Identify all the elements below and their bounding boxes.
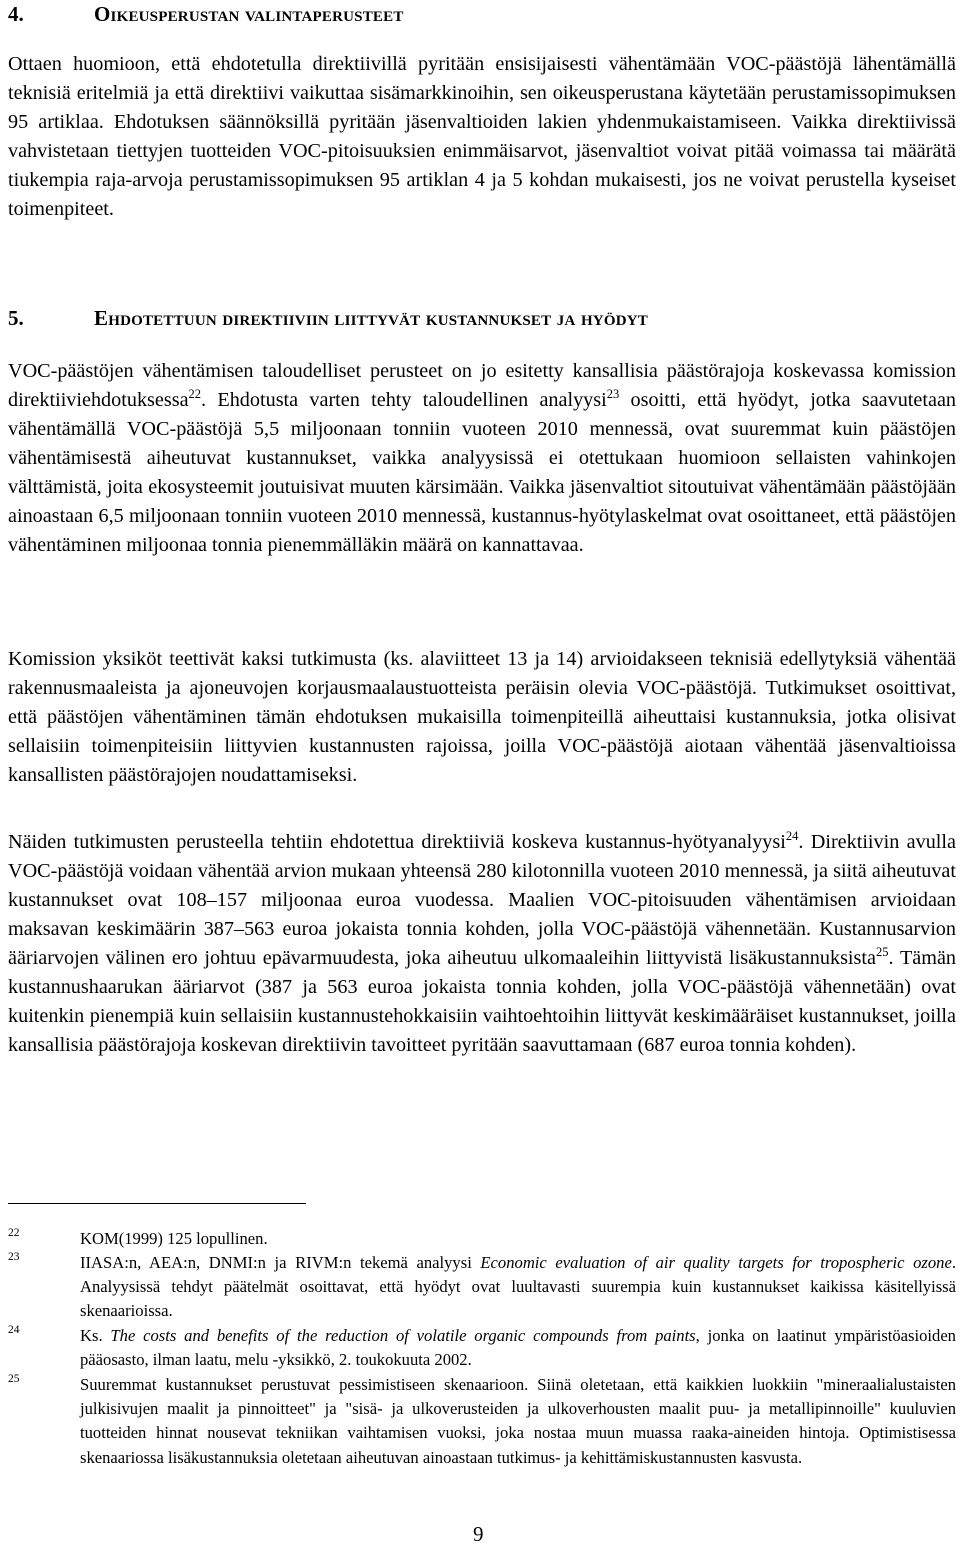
section-5-paragraph-3 [8, 828, 956, 1060]
footnote-23 [8, 1251, 956, 1324]
footnote-ref-23[interactable]: 23 [606, 387, 620, 401]
footnote-text-part: IIASA:n, AEA:n, DNMI:n ja RIVM:n tekemä analyysi [80, 1253, 481, 1272]
section-5-number: 5. [8, 306, 24, 330]
paragraph-text: . Direktiivin avulla VOC-päästöjä voidaan vähentää arvion mukaan yhteensä 280 kilotonnilla vuoteen 2010 mennessä, ja siitä aiheutuvat kustannukset ovat 108–157 miljoonaa euroa vuodessa. Maalien VOC-pitoisuuden vähentämisen arvioidaan maksavan keskimäärin 387–563 euroa jokaista tonnia kohden, jolla VOC-päästöjä vähennetään. Kustannusarvion ääriarvojen välinen ero johtuu epävarmuudesta, joka aiheutuu ulkomaaleihin liittyvistä lisäkustannuksista [8, 831, 956, 969]
section-5-paragraph-1 [8, 357, 956, 560]
footnote-text-part: , jonka on laatinut ympäristöasioiden pääosasto, ilman laatu, melu -yksikkö, 2. toukokuuta 2002. [80, 1326, 956, 1370]
paragraph-text: osoitti, että hyödyt, jotka saavutetaan vähentämällä VOC-päästöjä 5,5 miljoonaan tonniin vuoteen 2010 mennessä, ovat suuremmat kuin päästöjen vähentämisestä aiheutuvat kustannukset, vaikka analyysissä ei otettukaan huomioon sellaisten vahinkojen välttämistä, joita ekosysteemit joutuisivat muuten kärsimään. Vaikka jäsenvaltiot sitoutuivat vähentämään päästöjään ainoastaan 6,5 miljoonaan tonniin vuoteen 2010 mennessä, kustannus-hyötylaskelmat ovat osoittaneet, että päästöjen vähentäminen miljoonaa tonnia pienemmälläkin määrä on kannattavaa. [8, 389, 956, 556]
footnote-ref-22[interactable]: 22 [188, 387, 202, 401]
footnote-separator [8, 1203, 306, 1204]
section-4-number: 4. [8, 2, 24, 26]
footnote-number: 24 [8, 1324, 20, 1336]
footnote-22 [8, 1227, 956, 1251]
footnote-ref-24[interactable]: 24 [785, 829, 799, 843]
footnote-number: 25 [8, 1373, 20, 1385]
footnote-text-part: Ks. [80, 1326, 111, 1345]
paragraph-text: . Ehdotusta varten tehty taloudellinen analyysi [201, 389, 607, 411]
paragraph-text: Näiden tutkimusten perusteella tehtiin ehdotettua direktiiviä koskeva kustannus-hyötyanalyysi [8, 831, 786, 853]
footnote-text: KOM(1999) 125 lopullinen. [80, 1229, 268, 1248]
section-5-title: Ehdotettuun direktiiviin liittyvät kustannukset ja hyödyt [94, 306, 648, 330]
footnote-ref-25[interactable]: 25 [875, 945, 889, 959]
cited-title: Economic evaluation of air quality targets for tropospheric ozone [480, 1253, 952, 1272]
section-4-title: Oikeusperustan valintaperusteet [94, 2, 404, 26]
paragraph-text: VOC-päästöjen vähentämisen taloudelliset perusteet on jo esitetty kansallisia päästörajoja koskevassa komission direktiiviehdotuksessa [8, 360, 956, 411]
cited-title: The costs and benefits of the reduction of volatile organic compounds from paints [110, 1326, 696, 1345]
section-4-heading [8, 2, 404, 27]
section-4-paragraph: Ottaen huomioon, että ehdotetulla direktiivillä pyritään ensisijaisesti vähentämään VOC-päästöjä lähentämällä teknisiä eritelmiä ja että direktiivi vaikuttaa sisämarkkinoihin, sen oikeusperustana käytetään perustamissopimuksen 95 artiklaa. Ehdotuksen säännöksillä pyritään jäsenvaltioiden lakien yhdenmukaistamiseen. Vaikka direktiivissä vahvistetaan tiettyjen tuotteiden VOC-pitoisuuksien enimmäisarvot, jäsenvaltiot voivat pitää voimassa tai määrätä tiukempia raja-arvoja perustamissopimuksen 95 artiklan 4 ja 5 kohdan mukaisesti, jos ne voivat perustella kyseiset toimenpiteet. [8, 53, 956, 220]
footnote-number: 23 [8, 1251, 20, 1263]
footnote-24 [8, 1324, 956, 1372]
page-number: 9 [473, 1522, 484, 1546]
footnote-text: Suuremmat kustannukset perustuvat pessimistiseen skenaarioon. Siinä oletetaan, että kaikkien luokkiin "mineraalialustaisten julkisivujen maalit ja pinnoitteet" ja "sisä- ja ulkoverusteiden ja ulkoverhousten maalit puu- ja metallipinnoille" kuuluvien tuotteiden hinnat nousevat tekniikan vaihtamisen vuoksi, joka nostaa muun muassa raaka-aineiden hintoja. Optimistisessa skenaariossa lisäkustannuksia oletetaan aiheutuvan ainoastaan tutkimus- ja kehittämiskustannusten kasvusta. [80, 1375, 956, 1467]
footnote-text [80, 1251, 956, 1324]
footnote-number: 22 [8, 1227, 20, 1239]
footnote-25 [8, 1373, 956, 1470]
paragraph-text: . Tämän kustannushaarukan ääriarvot (387 ja 563 euroa jokaista tonnia kohden, jolla VOC-päästöjä vähennetään) ovat kuitenkin pienempiä kuin sellaisiin kustannustehokkaisiin vaihtoehtoihin liittyvät keskimääräiset kustannukset, joilla kansallisia päästörajoja koskevan direktiivin tavoitteet pyritään saavuttamaan (687 euroa tonnia kohden). [8, 947, 957, 1056]
footnote-text [80, 1324, 956, 1372]
section-5-paragraph-2: Komission yksiköt teettivät kaksi tutkimusta (ks. alaviitteet 13 ja 14) arvioidakseen teknisiä edellytyksiä vähentää rakennusmaaleista ja ajoneuvojen korjausmaalaustuotteista peräisin olevia VOC-päästöjä. Tutkimukset osoittivat, että päästöjen vähentäminen tämän ehdotuksen mukaisilla toimenpiteillä aiheuttaisi kustannuksia, jotka olisivat sellaisiin toimenpiteisiin liittyvien kustannusten rajoissa, joilla VOC-päästöjä aiotaan vähentää jäsenvaltioissa kansallisten päästörajojen noudattamiseksi. [8, 648, 956, 786]
footnote-text-part: . Analyysissä tehdyt päätelmät osoittavat, että hyödyt ovat luultavasti suurempia kuin kustannukset kaikissa käsitellyissä skenaarioissa. [80, 1253, 956, 1321]
section-5-heading [8, 306, 648, 331]
